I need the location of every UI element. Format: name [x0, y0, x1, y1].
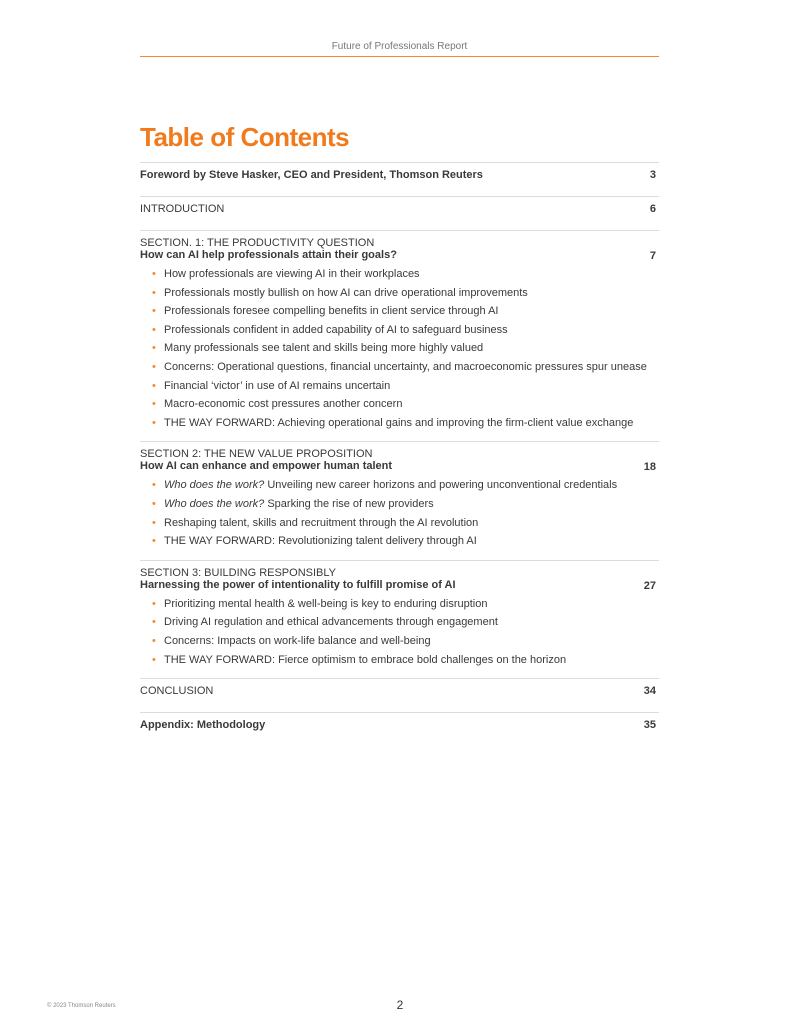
- report-header-title: Future of Professionals Report: [331, 41, 468, 52]
- section-title: SECTION. 1: THE PRODUCTIVITY QUESTION: [140, 237, 375, 249]
- header-divider: [140, 56, 659, 57]
- bullet-icon: •: [152, 305, 156, 318]
- bullet-icon: •: [152, 360, 156, 373]
- toc-section-heading[interactable]: [140, 448, 659, 473]
- list-item: • Concerns: Impacts on work-life balance and well-being: [152, 632, 659, 651]
- toc-page-number: 3: [649, 169, 656, 181]
- toc-entry-introduction[interactable]: [140, 196, 659, 230]
- section-bullet-list: [140, 476, 659, 550]
- section-title: SECTION 2: THE NEW VALUE PROPOSITION: [140, 448, 373, 461]
- toc-section-3: [140, 560, 659, 678]
- bullet-icon: •: [152, 653, 156, 666]
- toc-entry-appendix[interactable]: [140, 712, 659, 746]
- list-item: • Who does the work? Sparking the rise of new providers: [152, 495, 659, 514]
- bullet-icon: •: [152, 535, 156, 548]
- list-item: • THE WAY FORWARD: Fierce optimism to embrace bold challenges on the horizon: [152, 651, 659, 670]
- section-subtitle: How AI can enhance and empower human talent: [140, 460, 393, 473]
- toc-page-number: 18: [643, 461, 656, 474]
- list-item: • Professionals foresee compelling benefits in client service through AI: [152, 302, 659, 321]
- list-item: • Macro-economic cost pressures another concern: [152, 395, 659, 414]
- toc-entry-foreword[interactable]: [140, 162, 659, 196]
- bullet-icon: •: [152, 634, 156, 647]
- toc-section-1: [140, 230, 659, 441]
- toc-entry-label: INTRODUCTION: [140, 203, 225, 215]
- copyright-notice: © 2023 Thomson Reuters: [47, 1003, 116, 1009]
- toc-section-2: [140, 441, 659, 559]
- list-item: • Prioritizing mental health & well-being is key to enduring disruption: [152, 595, 659, 614]
- page-number: 2: [396, 998, 404, 1012]
- bullet-icon: •: [152, 516, 156, 529]
- section-subtitle: Harnessing the power of intentionality to fulfill promise of AI: [140, 578, 456, 591]
- toc-page-number: 6: [649, 203, 656, 215]
- list-item: • Professionals confident in added capability of AI to safeguard business: [152, 321, 659, 340]
- list-item: • How professionals are viewing AI in their workplaces: [152, 265, 659, 284]
- toc-page-number: 35: [643, 719, 656, 732]
- section-bullet-list: [140, 265, 659, 432]
- section-subtitle: How can AI help professionals attain their goals?: [140, 249, 397, 261]
- list-item: • Who does the work? Unveiling new career horizons and powering unconventional credentials: [152, 476, 659, 495]
- bullet-icon: •: [152, 323, 156, 336]
- bullet-icon: •: [152, 379, 156, 392]
- section-title: SECTION 3: BUILDING RESPONSIBLY: [140, 566, 337, 579]
- toc-entry-label: CONCLUSION: [140, 685, 214, 698]
- toc-page-number: 27: [643, 579, 656, 592]
- table-of-contents: [140, 162, 659, 746]
- bullet-icon: •: [152, 497, 156, 510]
- toc-entry-label: Foreword by Steve Hasker, CEO and President, Thomson Reuters: [140, 169, 483, 181]
- list-item: • Many professionals see talent and skills being more highly valued: [152, 339, 659, 358]
- toc-page-number: 34: [643, 685, 656, 698]
- list-item: • THE WAY FORWARD: Revolutionizing talent delivery through AI: [152, 532, 659, 551]
- toc-section-heading[interactable]: [140, 567, 659, 592]
- bullet-icon: •: [152, 268, 156, 280]
- page-title: Table of Contents: [140, 122, 350, 152]
- bullet-icon: •: [152, 286, 156, 299]
- list-item: • Professionals mostly bullish on how AI can drive operational improvements: [152, 284, 659, 303]
- bullet-icon: •: [152, 342, 156, 355]
- toc-section-heading[interactable]: [140, 237, 659, 262]
- toc-entry-conclusion[interactable]: [140, 678, 659, 712]
- section-bullet-list: [140, 595, 659, 669]
- list-item: • Financial ‘victor’ in use of AI remains uncertain: [152, 377, 659, 396]
- list-item: • Concerns: Operational questions, financial uncertainty, and macroeconomic pressures spur unease: [152, 358, 659, 377]
- bullet-icon: •: [152, 416, 156, 429]
- bullet-icon: •: [152, 479, 156, 492]
- bullet-icon: •: [152, 616, 156, 629]
- bullet-icon: •: [152, 398, 156, 411]
- list-item: • THE WAY FORWARD: Achieving operational gains and improving the firm-client value exchange: [152, 414, 659, 433]
- toc-entry-label: Appendix: Methodology: [140, 719, 266, 732]
- list-item: • Driving AI regulation and ethical advancements through engagement: [152, 613, 659, 632]
- bullet-icon: •: [152, 597, 156, 610]
- list-item: • Reshaping talent, skills and recruitment through the AI revolution: [152, 514, 659, 533]
- toc-page-number: 7: [649, 250, 656, 262]
